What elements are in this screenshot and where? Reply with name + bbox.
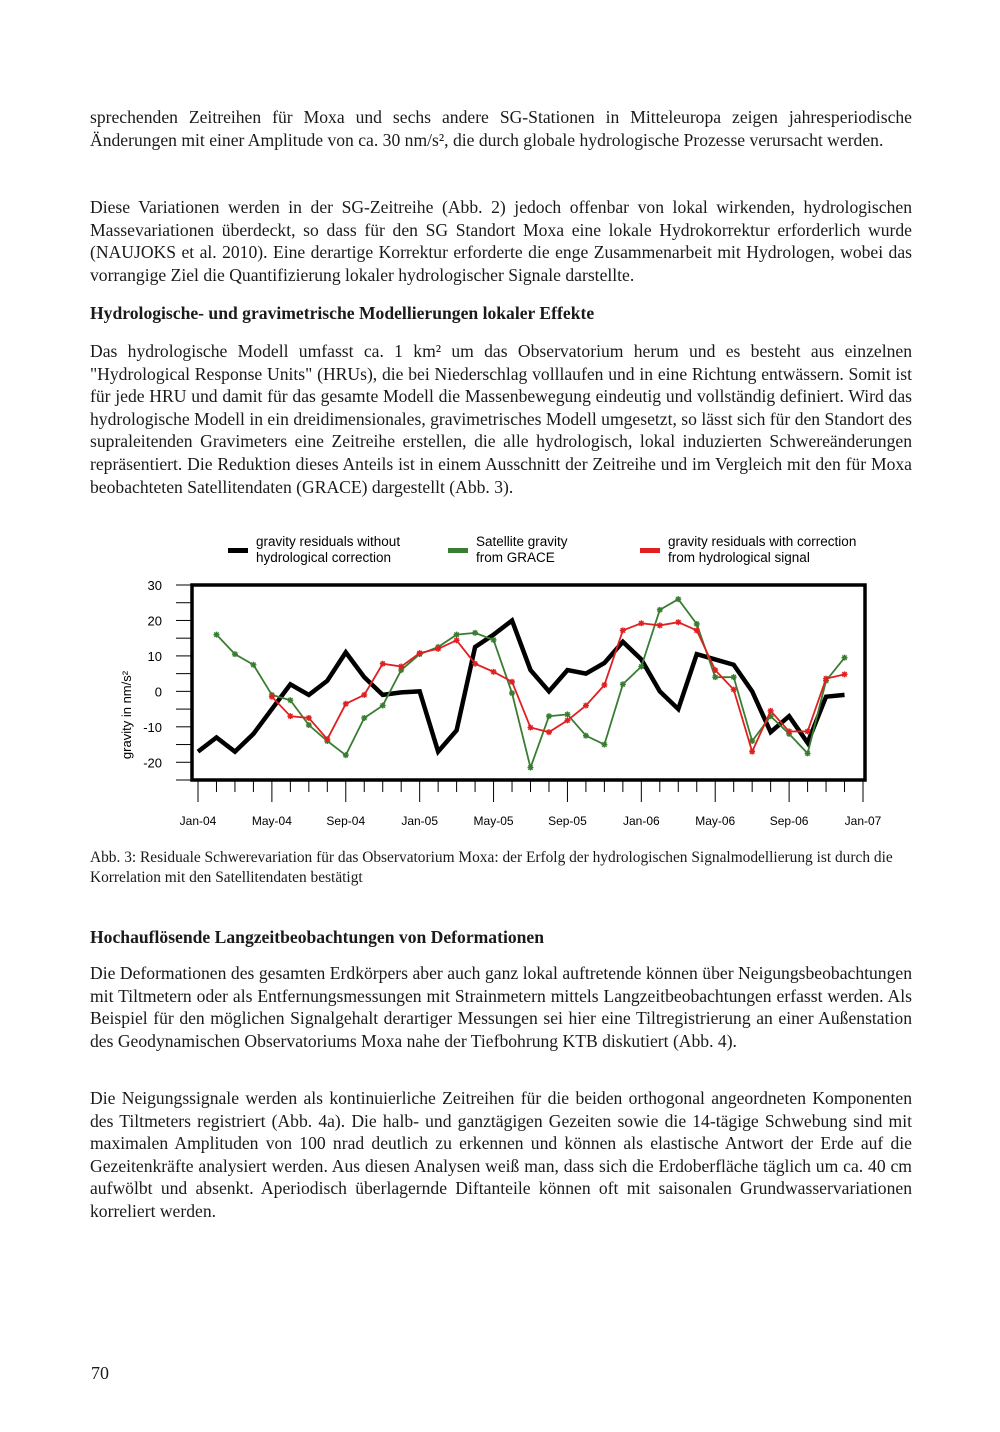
page-number: 70 xyxy=(91,1363,109,1383)
y-axis-label: gravity in nm/s² xyxy=(119,670,134,760)
y-tick-label: -10 xyxy=(143,719,162,735)
data-point xyxy=(823,676,829,682)
data-point xyxy=(491,637,497,643)
data-point xyxy=(805,750,811,756)
x-tick-label: Jan-07 xyxy=(844,814,882,828)
x-tick-label: Sep-04 xyxy=(326,814,366,828)
data-point xyxy=(712,667,718,673)
data-point xyxy=(694,621,700,627)
data-point xyxy=(343,752,349,758)
data-point xyxy=(287,713,293,719)
data-point xyxy=(768,708,774,714)
x-tick-label: Jan-06 xyxy=(622,814,660,828)
x-tick-label: Sep-06 xyxy=(769,814,809,828)
y-tick-label: 20 xyxy=(147,613,162,629)
data-point xyxy=(842,671,848,677)
data-point xyxy=(675,596,681,602)
data-point xyxy=(694,627,700,633)
paragraph-2: Diese Variationen werden in der SG-Zeitreihe (Abb. 2) jedoch offenbar von lokal wirkenden, hydrologischen Massevariationen überdeckt, so dass für den SG Standort Moxa eine lokale Hydrokorrektur erforderlich wurde (NAUJOKS et al. 2010). Eine derartige Korrektur erforderte die enge Zusammenarbeit mit Hydrologen, wobei das vorrangige Ziel die Quantifizierung lokaler hydrologischer Signale darstellte. xyxy=(90,197,912,285)
data-point xyxy=(306,722,312,728)
data-point xyxy=(361,692,367,698)
data-point xyxy=(472,630,478,636)
data-point xyxy=(638,620,644,626)
x-tick-label: Jan-05 xyxy=(401,814,439,828)
data-point xyxy=(528,725,534,731)
data-point xyxy=(731,687,737,693)
section-heading-1: Hydrologische- und gravimetrische Modellierungen lokaler Effekte xyxy=(90,303,595,323)
data-point xyxy=(232,651,238,657)
data-point xyxy=(417,650,423,656)
data-point xyxy=(675,619,681,625)
data-point xyxy=(398,664,404,670)
data-point xyxy=(472,661,478,667)
y-tick-label: 0 xyxy=(154,684,162,700)
x-tick-label: May-05 xyxy=(473,814,514,828)
data-point xyxy=(213,632,219,638)
chart-plot-area xyxy=(198,596,848,770)
paragraph-5: Die Neigungssignale werden als kontinuierliche Zeitreihen für die beiden orthogonal angeordneten Komponenten des Tiltmeters registriert (Abb. 4a). Die halb- und ganztägigen Gezeiten sowie die 14-tägige Schwebung sind mit maximalen Amplituden von 100 nrad deutlich zu erkennen und können als elastische Antwort der Erde auf die Gezeitenkräfte analysiert werden. Aus diesen Analysen weiß man, dass sich die Erdoberfläche täglich um ca. 40 cm aufwölbt und absenkt. Aperiodisch überlagernde Diftanteile können oft mit saisonalen Grundwasservariationen korreliert werden. xyxy=(90,1088,912,1221)
x-tick-label: May-04 xyxy=(251,814,292,828)
legend-label: Satellite gravity xyxy=(476,534,568,549)
data-point xyxy=(638,664,644,670)
data-point xyxy=(601,742,607,748)
data-point xyxy=(528,765,534,771)
data-point xyxy=(454,632,460,638)
data-point xyxy=(657,622,663,628)
data-point xyxy=(343,701,349,707)
y-tick-label: -20 xyxy=(143,755,162,771)
data-point xyxy=(749,749,755,755)
series-1 xyxy=(213,596,847,770)
gravity-chart xyxy=(100,525,900,835)
data-point xyxy=(601,682,607,688)
legend-label: gravity residuals without xyxy=(256,534,401,549)
data-point xyxy=(620,627,626,633)
data-point xyxy=(287,697,293,703)
data-point xyxy=(435,646,441,652)
chart-axes xyxy=(143,578,881,828)
chart-legend xyxy=(228,534,856,565)
paragraph-3: Das hydrologische Modell umfasst ca. 1 km² um das Observatorium herum und es besteht aus einzelnen "Hydrological Response Units" (HRUs), die bei Niederschlag volllaufen und in eine Richtung entwässern. Somit ist für jede HRU und damit für das gesamte Modell die Massenbewegung eindeutig und vollständig definiert. Wird das hydrologische Modell in ein dreidimensionales, gravimetrisches Modell umgesetzt, so lässt sich für den Standort des supraleitenden Gravimeters eine Zeitreihe erstellen, die alle hydrologisch, lokal induzierten Schwereänderungen repräsentiert. Die Reduktion dieses Anteils ist in einem Ausschnitt der Zeitreihe und im Vergleich mit den für Moxa beobachteten Satellitendaten (GRACE) dargestellt (Abb. 3). xyxy=(90,341,912,497)
figure-caption: Abb. 3: Residuale Schwerevariation für das Observatorium Moxa: der Erfolg der hydrologischen Signalmodellierung ist durch die Korrelation mit den Satellitendaten bestätigt xyxy=(90,849,893,886)
plot-frame xyxy=(192,585,865,780)
data-point xyxy=(564,717,570,723)
data-point xyxy=(380,661,386,667)
data-point xyxy=(454,637,460,643)
data-point xyxy=(786,728,792,734)
legend-label: from GRACE xyxy=(476,550,555,565)
data-point xyxy=(583,733,589,739)
data-point xyxy=(620,681,626,687)
section-heading-2: Hochauflösende Langzeitbeobachtungen von Deformationen xyxy=(90,927,545,947)
data-point xyxy=(361,715,367,721)
paragraph-4: Die Deformationen des gesamten Erdkörpers aber auch ganz lokal auftretende können über Neigungsbeobachtungen mit Tiltmetern oder als Entfernungsmessungen mit Strainmetern mittels Langzeitbeobachtungen erfasst werden. Als Beispiel für den möglichen Signalgehalt derartiger Messungen sei hier eine Tiltregistrierung an einer Außenstation des Geodynamischen Observatoriums Moxa nahe der Tiefbohrung KTB diskutiert (Abb. 4). xyxy=(90,963,912,1051)
data-point xyxy=(731,674,737,680)
x-tick-label: May-06 xyxy=(695,814,736,828)
data-point xyxy=(842,655,848,661)
data-point xyxy=(712,674,718,680)
data-point xyxy=(380,703,386,709)
data-point xyxy=(583,703,589,709)
data-point xyxy=(509,690,515,696)
data-point xyxy=(509,679,515,685)
data-point xyxy=(269,694,275,700)
legend-label: from hydrological signal xyxy=(668,550,810,565)
y-tick-label: 10 xyxy=(147,648,162,664)
y-tick-label: 30 xyxy=(147,578,162,593)
legend-label: hydrological correction xyxy=(256,550,392,565)
data-point xyxy=(491,669,497,675)
legend-swatch xyxy=(640,548,660,553)
legend-swatch xyxy=(448,548,468,553)
data-point xyxy=(546,713,552,719)
data-point xyxy=(546,729,552,735)
paragraph-1: sprechenden Zeitreihen für Moxa und sechs andere SG-Stationen in Mitteleuropa zeigen jahresperiodische Änderungen mit einer Amplitude von ca. 30 nm/s², die durch globale hydrologische Prozesse verursacht werden. xyxy=(90,107,912,150)
data-point xyxy=(657,607,663,613)
data-point xyxy=(805,728,811,734)
data-point xyxy=(324,736,330,742)
legend-swatch xyxy=(228,548,248,553)
data-point xyxy=(306,715,312,721)
x-tick-label: Sep-05 xyxy=(548,814,587,828)
x-tick-label: Jan-04 xyxy=(179,814,217,828)
data-point xyxy=(564,711,570,717)
legend-label: gravity residuals with correction xyxy=(668,534,857,549)
data-point xyxy=(250,662,256,668)
